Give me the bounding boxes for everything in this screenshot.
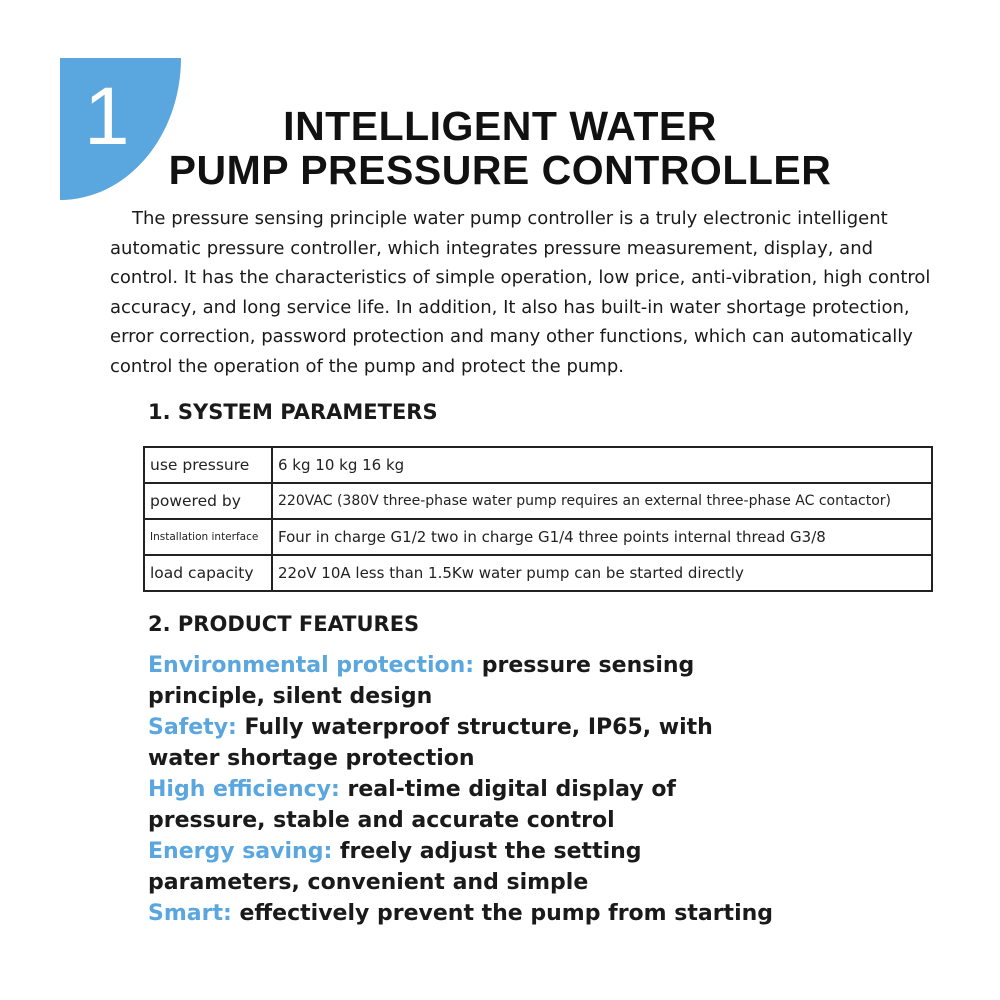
param-label: use pressure (144, 447, 272, 483)
param-value: 6 kg 10 kg 16 kg (272, 447, 932, 483)
section-number: 1 (84, 71, 130, 162)
param-value: Four in charge G1/2 two in charge G1/4 three points internal thread G3/8 (272, 519, 932, 555)
page-title-line-2: PUMP PRESSURE CONTROLLER (168, 147, 832, 193)
table-row (144, 555, 932, 591)
feature-key: Environmental protection: (148, 653, 475, 678)
feature-text: Fully waterproof structure, IP65, with water shortage protection (148, 715, 713, 771)
page-title (0, 104, 1000, 192)
param-value: 220VAC (380V three-phase water pump requires an external three-phase AC contactor) (272, 483, 932, 519)
product-features-heading: 2. PRODUCT FEATURES (148, 612, 420, 636)
table-row (144, 447, 932, 483)
param-label: load capacity (144, 555, 272, 591)
feature-text: real-time digital display of pressure, stable and accurate control (148, 777, 677, 833)
page-title-line-1: INTELLIGENT WATER (283, 103, 717, 149)
list-item (148, 712, 788, 774)
feature-key: Energy saving: (148, 839, 333, 864)
system-parameters-table (143, 446, 933, 592)
intro-paragraph: The pressure sensing principle water pump controller is a truly electronic intelligent automatic pressure controller, which integrates pressure measurement, display, and control. It has the characteristics of simple operation, low price, anti-vibration, high control accuracy, and long service life. In addition, It also has built-in water shortage protection, error correction, password protection and many other functions, which can automatically control the operation of the pump and protect the pump. (110, 208, 931, 377)
product-features-list (148, 650, 788, 929)
feature-key: Smart: (148, 901, 232, 926)
list-item (148, 650, 788, 712)
table-row (144, 483, 932, 519)
system-parameters-heading: 1. SYSTEM PARAMETERS (148, 400, 438, 424)
param-label: powered by (144, 483, 272, 519)
list-item (148, 774, 788, 836)
feature-text: effectively prevent the pump from starting (231, 901, 774, 926)
feature-key: High efficiency: (148, 777, 340, 802)
feature-text: freely adjust the setting parameters, convenient and simple (148, 839, 642, 895)
table-row (144, 519, 932, 555)
list-item (148, 836, 788, 898)
list-item (148, 898, 788, 929)
param-value: 22oV 10A less than 1.5Kw water pump can be started directly (272, 555, 932, 591)
feature-key: Safety: (148, 715, 237, 740)
feature-text: pressure sensing principle, silent design (148, 653, 695, 709)
param-label: Installation interface (144, 519, 272, 555)
